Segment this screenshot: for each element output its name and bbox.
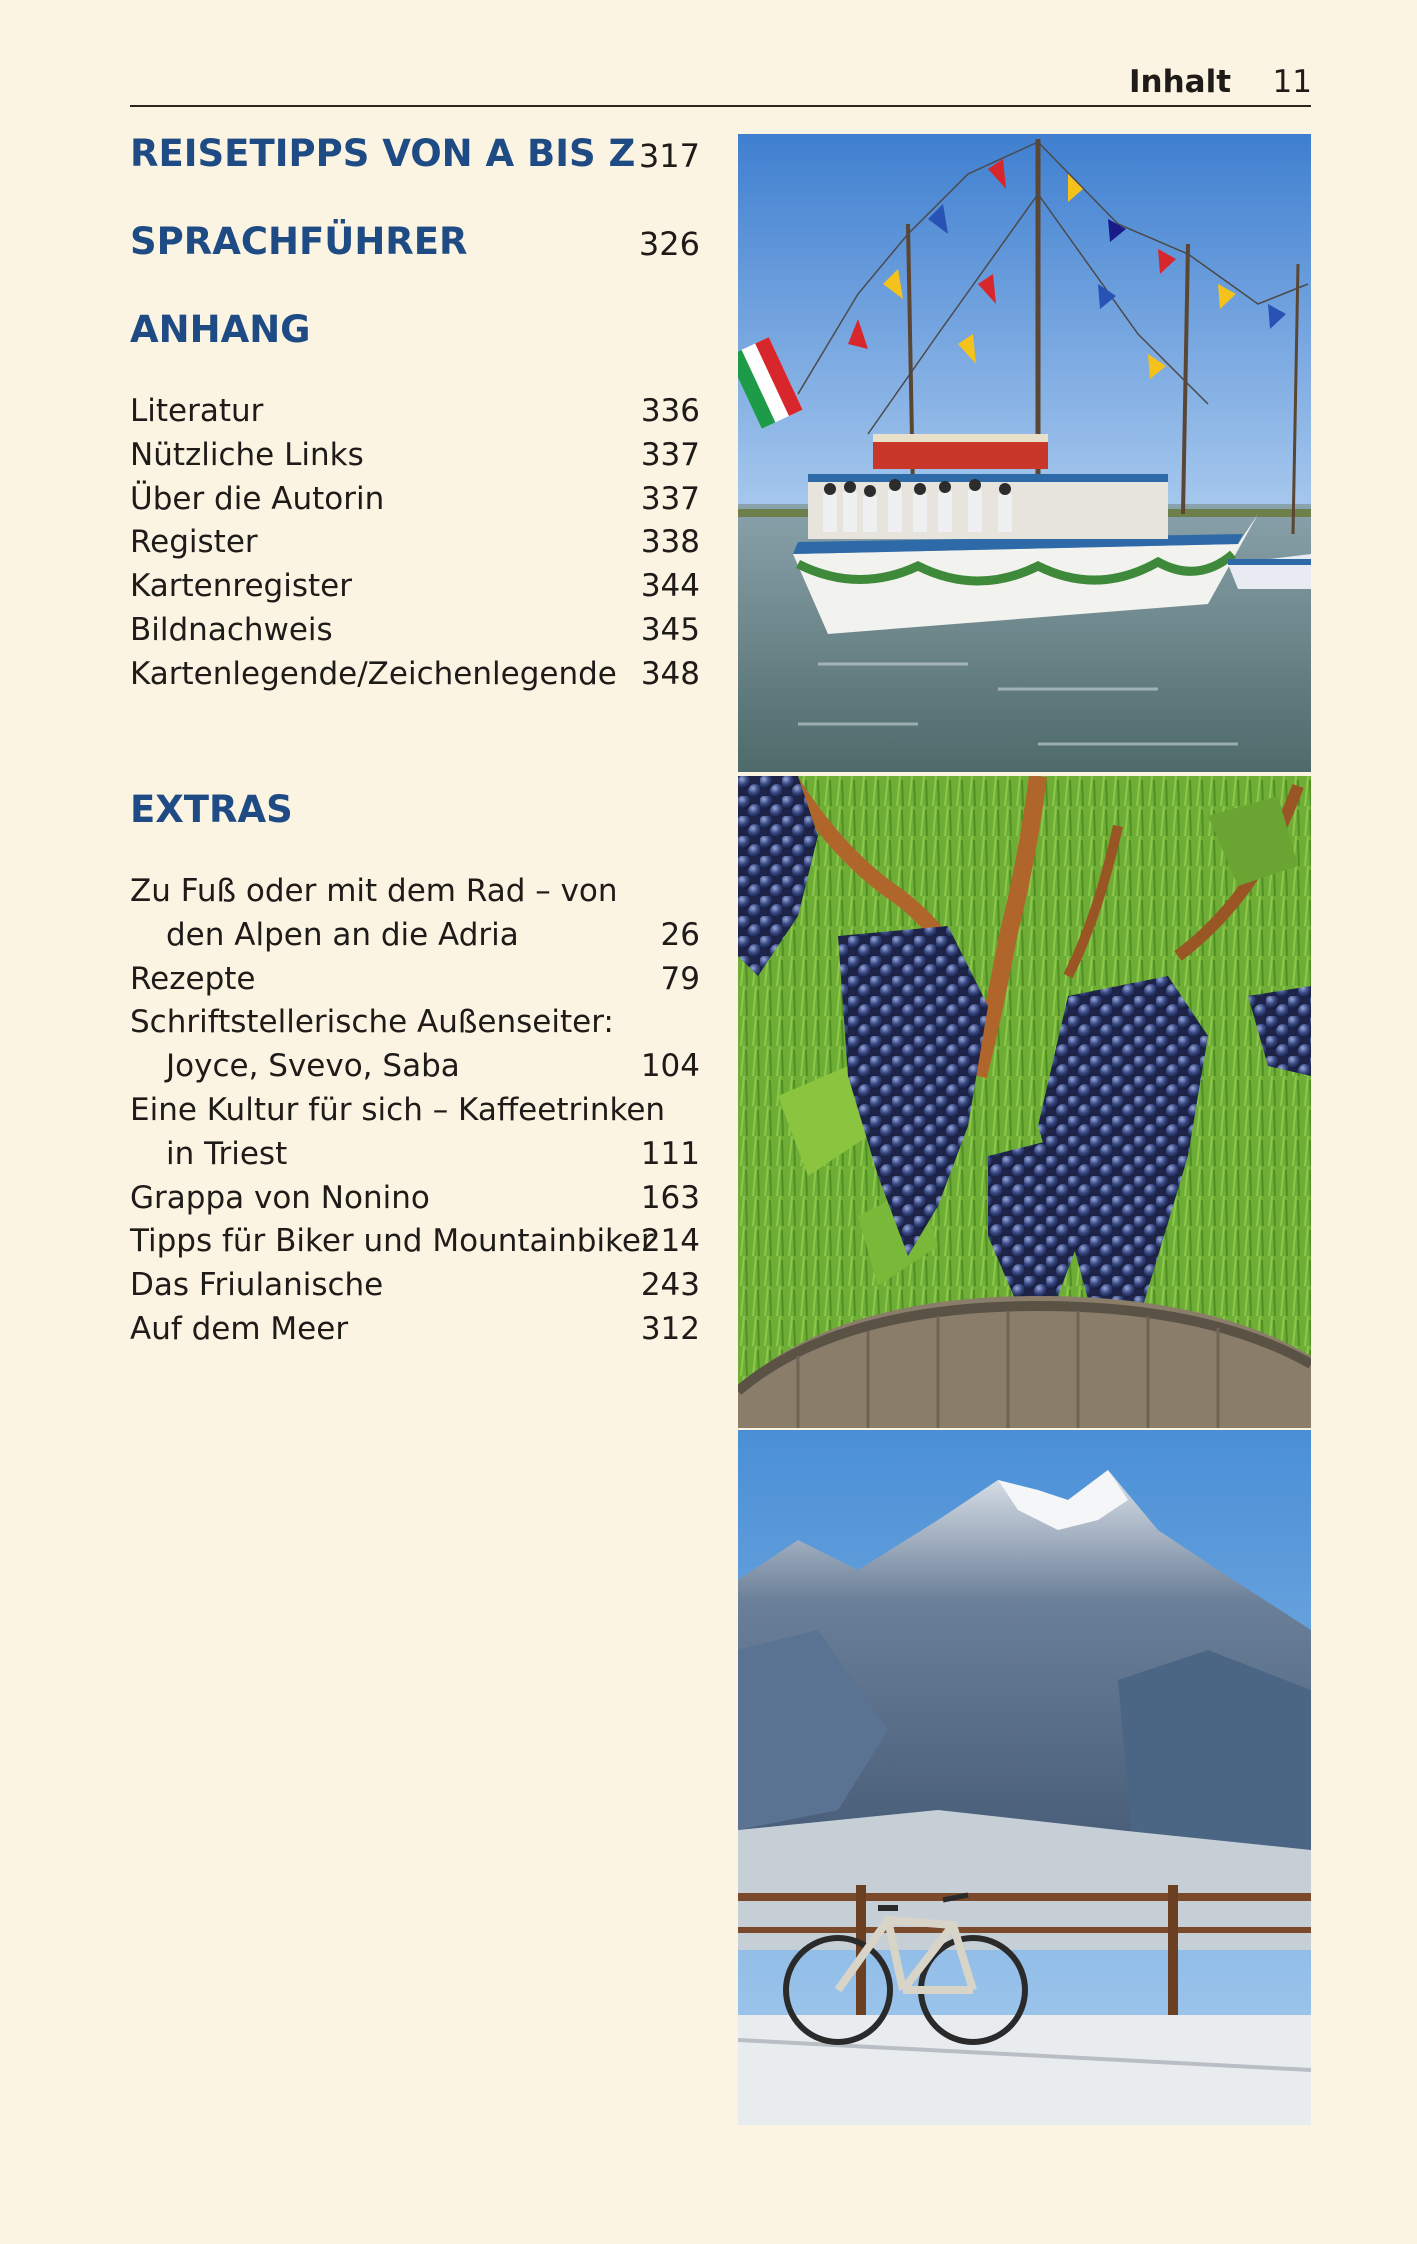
toc-entry-title: Nützliche Links bbox=[130, 436, 364, 473]
toc-entry bbox=[130, 1045, 700, 1089]
toc-entry bbox=[130, 1133, 700, 1177]
toc-entry bbox=[130, 653, 700, 697]
toc-entry-title: Auf dem Meer bbox=[130, 1310, 349, 1347]
toc-entry-title: Grappa von Nonino bbox=[130, 1179, 430, 1216]
toc-heading-extras: EXTRAS bbox=[130, 788, 293, 831]
toc-entry-title: Rezepte bbox=[130, 960, 256, 997]
heading-title: ANHANG bbox=[130, 308, 311, 351]
toc-entry bbox=[130, 1264, 700, 1308]
toc-entry-page: 111 bbox=[640, 1135, 700, 1172]
heading-page: 317 bbox=[638, 137, 700, 175]
toc-entry bbox=[130, 478, 700, 522]
extras-list bbox=[130, 870, 700, 1352]
toc-entry-title: Tipps für Biker und Mountainbiker bbox=[130, 1223, 654, 1260]
toc-entry-title: Register bbox=[130, 524, 258, 561]
toc-entry-title: Kartenregister bbox=[130, 568, 352, 605]
toc-entry-page: 337 bbox=[640, 480, 700, 517]
toc-entry-page: 337 bbox=[640, 436, 700, 473]
toc-heading-anhang bbox=[130, 306, 700, 354]
toc-entry bbox=[130, 521, 700, 565]
toc-entry-title: den Alpen an die Adria bbox=[166, 916, 519, 953]
page-number: 11 bbox=[1272, 64, 1312, 100]
toc-entry-page: 243 bbox=[640, 1267, 700, 1304]
toc-entry bbox=[130, 1089, 700, 1133]
toc-entry-title: Bildnachweis bbox=[130, 611, 333, 648]
toc-entry bbox=[130, 1177, 700, 1221]
toc-entry bbox=[130, 1220, 700, 1264]
toc-entry-page: 338 bbox=[640, 524, 700, 561]
toc-entry bbox=[130, 565, 700, 609]
anhang-list bbox=[130, 390, 700, 697]
heading-page: 326 bbox=[638, 225, 700, 263]
mountain-bike-photo bbox=[738, 1430, 1311, 2125]
toc-entry-page: 336 bbox=[640, 393, 700, 429]
toc-entry-title: in Triest bbox=[166, 1135, 288, 1172]
toc-entry-title: Über die Autorin bbox=[130, 480, 385, 517]
toc-entry bbox=[130, 390, 700, 434]
boat-photo bbox=[738, 134, 1311, 772]
grapes-photo bbox=[738, 776, 1311, 1428]
heading-title: SPRACHFÜHRER bbox=[130, 220, 468, 263]
toc-entry-page: 104 bbox=[640, 1048, 700, 1085]
heading-title: REISETIPPS VON A BIS Z bbox=[130, 132, 636, 175]
running-header-section: Inhalt bbox=[1129, 64, 1232, 100]
toc-entry-page: 312 bbox=[640, 1310, 700, 1347]
toc-entry bbox=[130, 1001, 700, 1045]
toc-entry-title: Das Friulanische bbox=[130, 1267, 384, 1304]
toc-entry bbox=[130, 914, 700, 958]
toc-entry-title: Schriftstellerische Außenseiter: bbox=[130, 1004, 614, 1041]
toc-entry-title: Kartenlegende/Zeichenlegende bbox=[130, 655, 617, 692]
toc-entry bbox=[130, 609, 700, 653]
toc-entry bbox=[130, 1308, 700, 1352]
toc-entry-title: Eine Kultur für sich – Kaffeetrinken bbox=[130, 1091, 666, 1128]
toc-heading-sprachfuehrer bbox=[130, 218, 700, 266]
toc-entry-title: Literatur bbox=[130, 393, 264, 429]
header-rule bbox=[130, 105, 1311, 107]
toc-entry-page: 26 bbox=[660, 916, 700, 953]
toc-entry-title: Joyce, Svevo, Saba bbox=[166, 1048, 460, 1085]
toc-entry bbox=[130, 434, 700, 478]
toc-entry-page: 163 bbox=[640, 1179, 700, 1216]
toc-heading-reisetipps bbox=[130, 130, 700, 178]
toc-entry-title: Zu Fuß oder mit dem Rad – von bbox=[130, 873, 618, 909]
toc-entry-page: 348 bbox=[640, 655, 700, 692]
toc-entry bbox=[130, 958, 700, 1002]
toc-entry-page: 214 bbox=[640, 1223, 700, 1260]
toc-entry-page: 79 bbox=[660, 960, 700, 997]
toc-entry-page: 344 bbox=[640, 568, 700, 605]
toc-entry bbox=[130, 870, 700, 914]
toc-entry-page: 345 bbox=[640, 611, 700, 648]
